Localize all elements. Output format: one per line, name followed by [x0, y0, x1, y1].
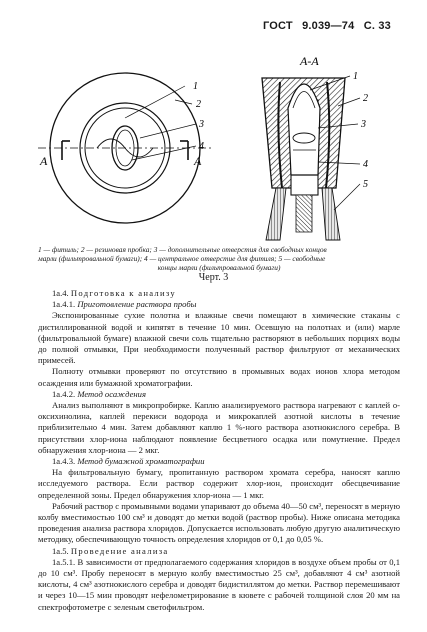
- callout-4: 4: [199, 141, 204, 152]
- figure-label: Черт. 3: [198, 272, 229, 283]
- paragraph: Рабочий раствор с промывными водами упаривают до объема 40—50 см³, переносят в мерную колбу вместимостью 100 см³ и доводят до метки водой (раствор пробы). Ниже описана методика проведения анализа раствора хлоридов. Допускается использовать любую другую аналитическую методику, обеспечивающую точность определения хлоридов от 0,1 до 0,05 %.: [38, 500, 400, 545]
- caption-line-1: 1 — фитиль; 2 — резиновая пробка; 3 — дополнительные отверстия для свободных концов: [38, 245, 327, 254]
- page-number: С. 33: [363, 20, 391, 32]
- stopper-top-view: [38, 73, 212, 223]
- paragraph: Экспонированные сухие полотна и влажные свечи помещают в химические стаканы с дистиллированной водой и кипятят в течение 10 мин. Осевшую на полотнах и (или) марле (фильтровальной бумаге) влажной свечи соль тщательно растворяют в небольших порциях воды до полной отмывки, При необходимости полученный раствор фильтруют от механических примесей.: [38, 310, 400, 366]
- figure-caption: [38, 245, 400, 272]
- callout-2: 2: [196, 99, 201, 110]
- paragraph: Анализ выполняют в микропробирке. Каплю анализируемого раствора нагревают с каплей о-оксихинолина, каплей перекиси водорода и микрокаплей азотной кислоты в течение приблизительно 4 мин. Затем добавляют каплю 1 %-ного раствора азотнокислого серебра. В присутствии хлор-иона наблюдают появление бесцветного осадка или помутнение. Предел обнаружения хлор-иона — 2 мкг.: [38, 400, 400, 455]
- paragraph: На фильтровальную бумагу, пропитанную раствором хромата серебра, наносят каплю исследуемого раствора. Если раствор содержит хлор-ион, происходит обесцвечивание определенной зоны. Предел обнаружения хлор-иона — 1 мкг.: [38, 467, 400, 500]
- callout-4-section: 4: [363, 159, 368, 170]
- section-view: [262, 54, 368, 240]
- section-1a41-heading: [38, 299, 400, 310]
- section-number: 1а.4.1.: [52, 299, 76, 310]
- paragraph: Полноту отмывки проверяют по отсутствию в промывных водах ионов хлора методом осаждения или бумажной хроматографии.: [38, 366, 400, 388]
- callout-3: 3: [199, 119, 204, 130]
- section-title: Подготовка к анализу: [70, 288, 177, 298]
- standard-number: 9.039—74: [302, 20, 355, 32]
- callout-2-section: 2: [363, 93, 368, 104]
- section-1a43-heading: [38, 456, 400, 467]
- marker-a-right: А: [194, 154, 202, 168]
- standard-label: ГОСТ: [262, 20, 293, 32]
- technical-drawing: [0, 0, 427, 245]
- callout-5-section: 5: [363, 179, 368, 190]
- section-title: Метод осаждения: [77, 388, 146, 399]
- section-number: 1а.4.: [52, 288, 69, 298]
- section-1a5-heading: [38, 546, 400, 557]
- wick-lower: [296, 195, 312, 232]
- section-title: Проведение анализа: [70, 545, 169, 556]
- callout-1-section: 1: [353, 71, 358, 82]
- paragraph: [38, 557, 400, 613]
- wick: [288, 84, 320, 175]
- section-number: 1а.4.2.: [52, 388, 76, 399]
- paragraph-text: В зависимости от предполагаемого содержания хлоридов в воздухе объем пробы от 0,1 до 10 см³. Пробу переносят в мерную колбу вместимостью 25 см³, добавляют 4 см³ азотной кислоты, 4 см³ азотнокислого серебра и доводят бидистиллятом до метки. Раствор перемешивают и через 10—15 мин проводят нефелометрирование в кювете с рабочей толщиной слоя 20 мм на спектрофотометре с зеленым светофильтром.: [38, 556, 401, 612]
- free-end-right: [322, 188, 340, 240]
- section-1a42-heading: [38, 389, 400, 400]
- caption-line-2: марли (фильтровальной бумаги); 4 — центральное отверстие для фитиля; 5 — свободные: [38, 254, 326, 263]
- section-title: Метод бумажной хроматографии: [77, 456, 205, 467]
- section-title: А-А: [300, 54, 319, 68]
- callout-1: 1: [193, 81, 198, 92]
- section-1a4-heading: [38, 288, 400, 299]
- caption-line-3: концы марли (фильтровальной бумаги): [157, 263, 281, 272]
- free-end-left: [266, 188, 286, 240]
- section-title: Приготовление раствора пробы: [77, 299, 197, 310]
- callout-3-section: 3: [361, 119, 366, 130]
- section-number: 1а.5.1.: [52, 556, 76, 567]
- section-number: 1а.4.3.: [52, 456, 76, 467]
- body-text: [38, 288, 400, 613]
- marker-a-left: А: [40, 154, 48, 168]
- section-number: 1а.5.: [52, 545, 69, 556]
